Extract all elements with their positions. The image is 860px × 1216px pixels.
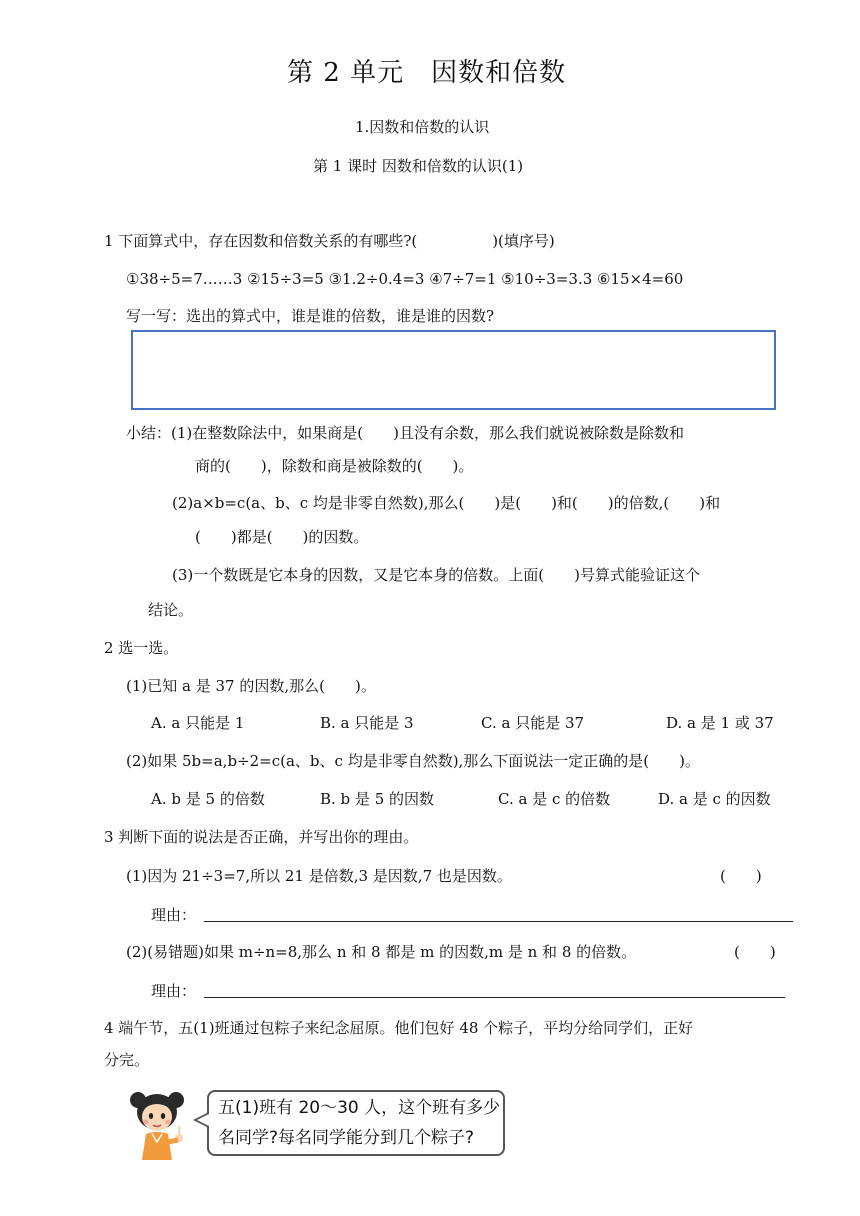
q3-sub2-reason-line[interactable] — [204, 997, 785, 998]
q3-sub2-judgement-paren[interactable]: ( ) — [734, 943, 776, 961]
q1-write-prompt: 写一写：选出的算式中，谁是谁的倍数，谁是谁的因数? — [126, 307, 495, 325]
speech-bubble-line1: 五(1)班有 20～30 人，这个班有多少 — [218, 1098, 501, 1118]
q2-prompt: 2 选一选。 — [104, 639, 179, 657]
q3-prompt: 3 判断下面的说法是否正确，并写出你的理由。 — [104, 828, 419, 846]
q3-sub1: (1)因为 21÷3=7,所以 21 是倍数,3 是因数,7 也是因数。 — [126, 867, 512, 885]
q2-sub2: (2)如果 5b=a,b÷2=c(a、b、c 均是非零自然数),那么下面说法一定正确的是( )。 — [126, 752, 701, 770]
speech-bubble-tail-inner — [197, 1114, 209, 1126]
q1-summary-1b: 商的( )，除数和商是被除数的( )。 — [195, 457, 474, 475]
q1-summary-3a: (3)一个数既是它本身的因数，又是它本身的倍数。上面( )号算式能验证这个 — [172, 566, 700, 584]
q2-sub1-option-a[interactable]: A. a 只能是 1 — [151, 714, 245, 732]
q3-sub2-reason-label: 理由： — [151, 982, 197, 1000]
q3-sub1-reason-line[interactable] — [204, 921, 793, 922]
q4-prompt-line2: 分完。 — [104, 1051, 150, 1069]
q2-sub2-option-c[interactable]: C. a 是 c 的倍数 — [498, 790, 611, 808]
lesson-heading: 第 1 课时 因数和倍数的认识(1) — [313, 157, 524, 175]
q4-prompt-line1: 4 端午节，五(1)班通过包粽子来纪念屈原。他们包好 48 个粽子，平均分给同学们，正好 — [104, 1019, 694, 1037]
q3-sub1-judgement-paren[interactable]: ( ) — [720, 867, 762, 885]
section-heading: 1.因数和倍数的认识 — [355, 118, 490, 136]
q3-sub1-reason-label: 理由： — [151, 906, 197, 924]
q2-sub2-option-a[interactable]: A. b 是 5 的倍数 — [151, 790, 265, 808]
q1-prompt: 1 下面算式中，存在因数和倍数关系的有哪些?( )(填序号) — [104, 232, 555, 250]
q2-sub1-option-d[interactable]: D. a 是 1 或 37 — [666, 714, 774, 732]
q1-equations: ①38÷5=7……3 ②15÷3=5 ③1.2÷0.4=3 ④7÷7=1 ⑤10÷3=3.3 ⑥15×4=60 — [126, 270, 684, 288]
q1-summary-2a: (2)a×b=c(a、b、c 均是非零自然数),那么( )是( )和( )的倍数,( )和 — [172, 494, 721, 512]
q2-sub1-option-b[interactable]: B. a 只能是 3 — [320, 714, 414, 732]
q2-sub2-option-d[interactable]: D. a 是 c 的因数 — [658, 790, 771, 808]
girl-illustration — [122, 1086, 194, 1160]
q1-summary-1a: 小结：(1)在整数除法中，如果商是( )且没有余数，那么我们就说被除数是除数和 — [126, 424, 684, 442]
q1-answer-box[interactable] — [131, 330, 776, 410]
q1-summary-3b: 结论。 — [148, 601, 194, 619]
q1-summary-2b: ( )都是( )的因数。 — [195, 528, 369, 546]
q2-sub1-option-c[interactable]: C. a 只能是 37 — [481, 714, 585, 732]
q2-sub1: (1)已知 a 是 37 的因数,那么( )。 — [126, 677, 376, 695]
q2-sub2-option-b[interactable]: B. b 是 5 的因数 — [320, 790, 435, 808]
speech-bubble-line2: 名同学?每名同学能分到几个粽子? — [218, 1128, 475, 1148]
page-title: 第 2 单元 因数和倍数 — [287, 58, 567, 88]
q3-sub2: (2)(易错题)如果 m÷n=8,那么 n 和 8 都是 m 的因数,m 是 n 和 8 的倍数。 — [126, 943, 637, 961]
